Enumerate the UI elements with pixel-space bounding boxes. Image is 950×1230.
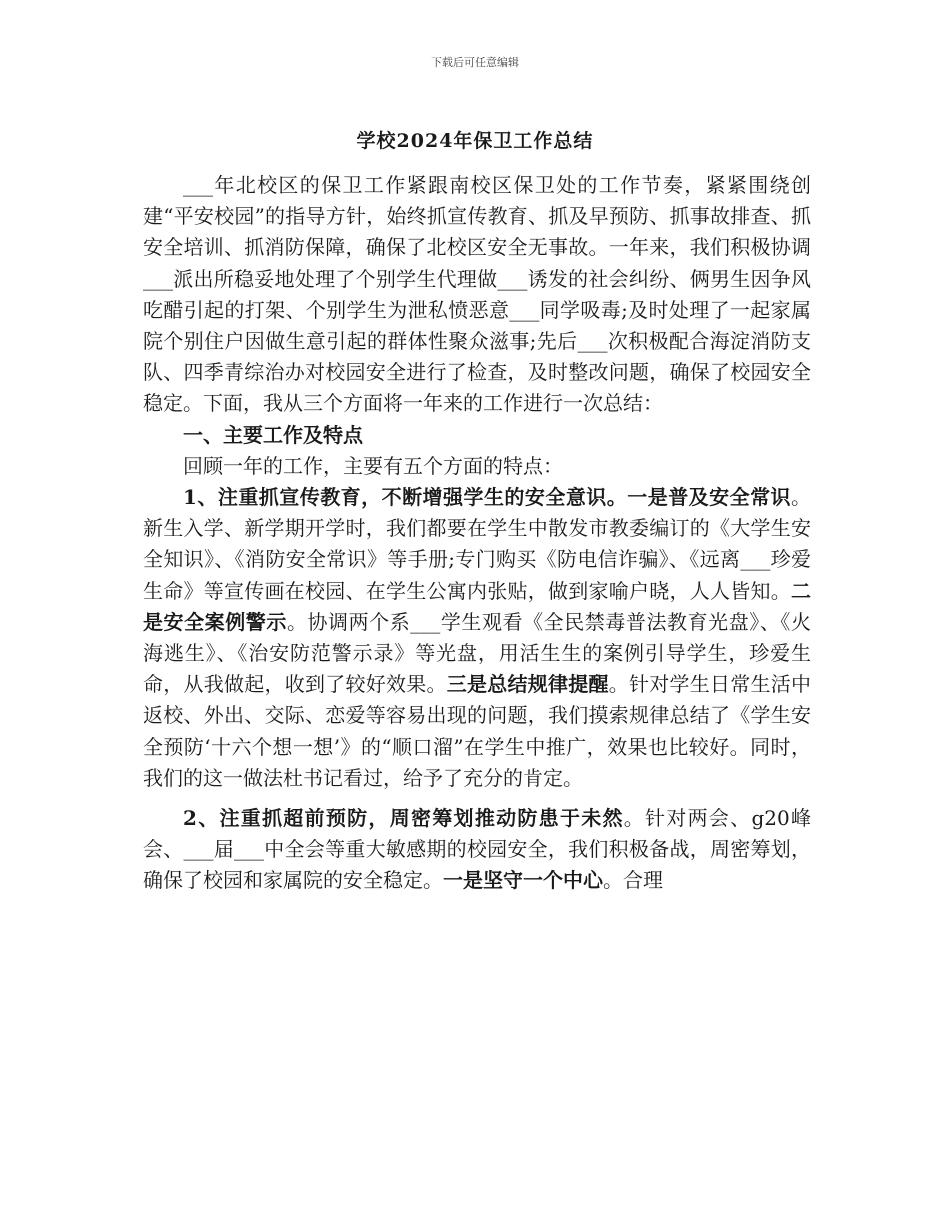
point-1-sub-2-heading: 二是安全案例警示 <box>143 578 811 634</box>
point-1-sub-3-text: 。针对学生日常生活中返校、外出、交际、恋爱等容易出现的问题，我们摸索规律总结了《学生安全预防‘十六个想一想’》的“顺口溜”在学生中推广，效果也比较好。同时，我们的这一做法杜书记看过，给予了充分的肯定。 <box>143 672 811 790</box>
point-2-paragraph <box>143 803 811 897</box>
point-1-sub-3-heading: 三是总结规律提醒 <box>446 672 609 697</box>
section-intro: 回顾一年的工作，主要有五个方面的特点： <box>183 453 563 478</box>
point-2-heading: 2、注重抓超前预防，周密筹划推动防患于未然 <box>183 806 624 831</box>
section-heading: 一、主要工作及特点 <box>183 422 363 447</box>
point-1-paragraph <box>143 482 811 794</box>
point-2-sub-1-text: 。合理 <box>603 868 663 893</box>
point-1-sub-1-text: 。新生入学、新学期开学时，我们都要在学生中散发市教委编订的《大学生安全知识》、《消防安全常识》等手册;专门购买《防电信诈骗》、《远离___珍爱生命》等宣传画在校园、在学生公寓内张贴，做到家喻户晓，人人皆知。 <box>143 485 812 603</box>
point-1-sub-2-text: 。协调两个系___学生观看《全民禁毒普法教育光盘》、《火海逃生》、《治安防范警示录》等光盘，用活生生的案例引导学生，珍爱生命，从我做起，收到了较好效果。 <box>143 609 811 697</box>
point-2-sub-1-heading: 一是坚守一个中心 <box>443 868 603 893</box>
intro-paragraph: ___年北校区的保卫工作紧跟南校区保卫处的工作节奏，紧紧围绕创建“平安校园”的指导方针，始终抓宣传教育、抓及早预防、抓事故排查、抓安全培训、抓消防保障，确保了北校区安全无事故。一年来，我们积极协调___派出所稳妥地处理了个别学生代理做___诱发的社会纠纷、俩男生因争风吃醋引起的打架、个别学生为泄私愤恶意___同学吸毒;及时处理了一起家属院个别住户因做生意引起的群体性聚众滋事;先后___次积极配合海淀消防支队、四季青综治办对校园安全进行了检查，及时整改问题，确保了校园安全稳定。下面，我从三个方面将一年来的工作进行一次总结： <box>143 173 811 416</box>
document-body <box>143 170 811 897</box>
point-1-heading: 1、注重抓宣传教育，不断增强学生的安全意识。 <box>183 485 628 510</box>
point-1-sub-1-heading: 一是普及安全常识 <box>627 485 792 510</box>
header-note: 下载后可任意编辑 <box>431 56 519 69</box>
point-2-text: 。针对两会、g20峰会、___届___中全会等重大敏感期的校园安全，我们积极备战，周密筹划，确保了校园和家属院的安全稳定。 <box>143 806 811 893</box>
document-title: 学校2024年保卫工作总结 <box>356 130 594 152</box>
